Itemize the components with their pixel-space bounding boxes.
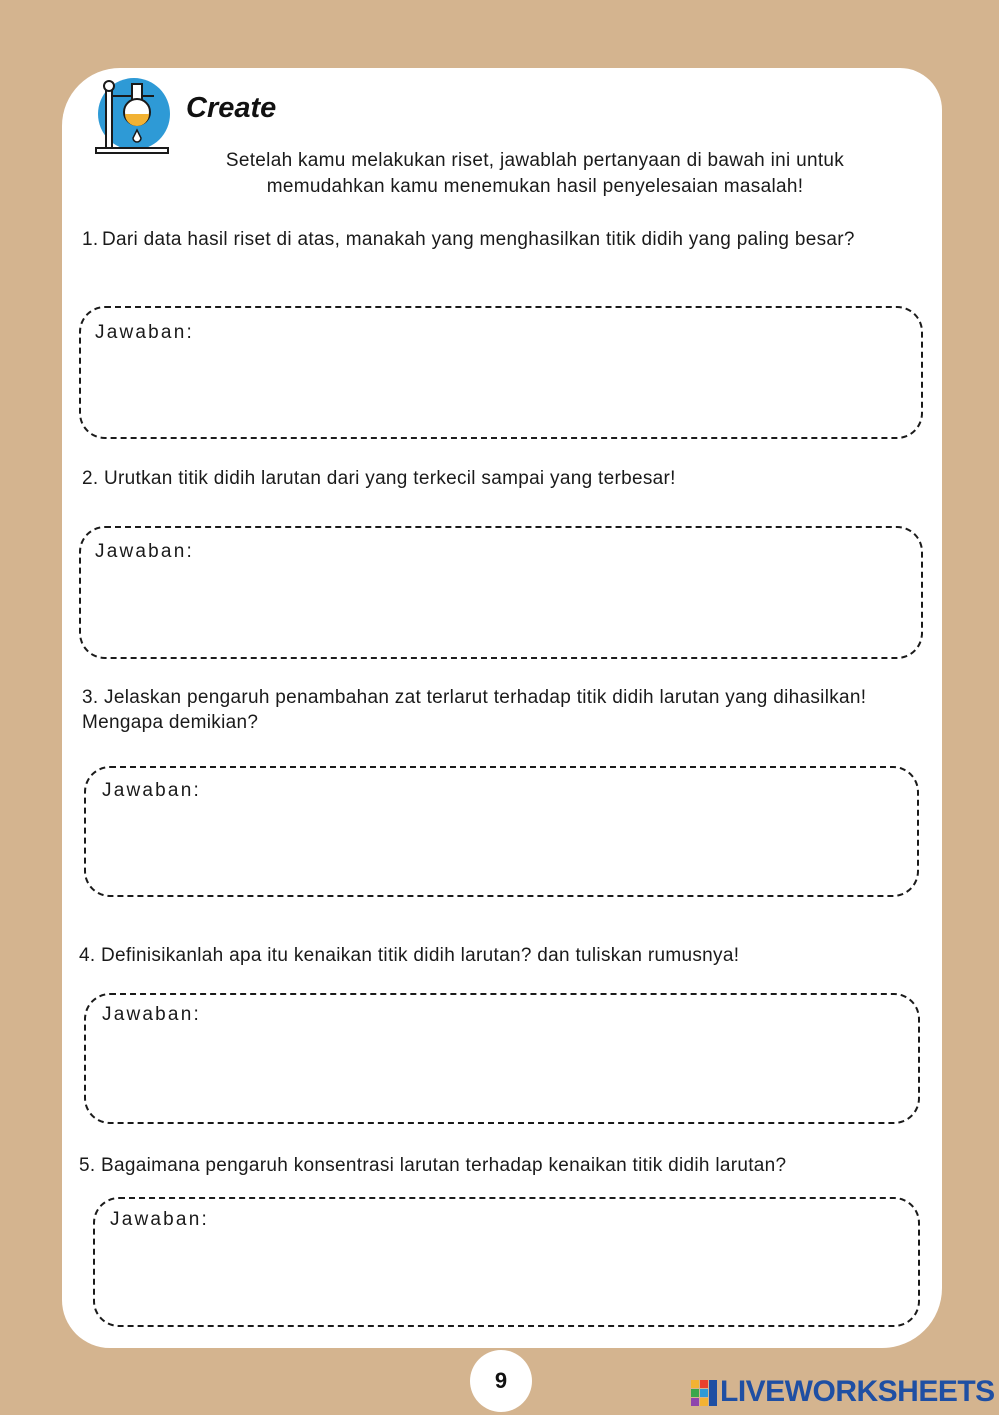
- question-1: [82, 227, 892, 252]
- answer-box-2[interactable]: [79, 526, 923, 659]
- lab-flask-stand-icon: [92, 76, 172, 156]
- answer-label: Jawaban:: [110, 1209, 209, 1230]
- section-title: Create: [186, 92, 277, 124]
- question-5: 5. Bagaimana pengaruh konsentrasi larutan terhadap kenaikan titik didih larutan?: [79, 1155, 787, 1176]
- question-number: 1.: [82, 229, 99, 250]
- answer-box-1[interactable]: [79, 306, 923, 439]
- answer-box-3[interactable]: [84, 766, 919, 897]
- page-number: 9: [470, 1350, 532, 1412]
- liveworksheets-logo-icon: [690, 1377, 718, 1407]
- question-3: 3. Jelaskan pengaruh penambahan zat terlarut terhadap titik didih larutan yang dihasilkan! Mengapa demikian?: [82, 687, 867, 733]
- question-4: 4. Definisikanlah apa itu kenaikan titik didih larutan? dan tuliskan rumusnya!: [79, 945, 740, 966]
- question-2: 2. Urutkan titik didih larutan dari yang terkecil sampai yang terbesar!: [82, 468, 676, 489]
- answer-label: Jawaban:: [95, 322, 194, 343]
- answer-label: Jawaban:: [102, 780, 201, 801]
- question-text: Dari data hasil riset di atas, manakah yang menghasilkan titik didih yang paling besar?: [102, 229, 855, 250]
- answer-box-5[interactable]: [93, 1197, 920, 1327]
- brand-logo[interactable]: [690, 1372, 995, 1412]
- answer-box-4[interactable]: [84, 993, 920, 1124]
- instructions-text: Setelah kamu melakukan riset, jawablah pertanyaan di bawah ini untuk memudahkan kamu menemukan hasil penyelesaian masalah!: [225, 150, 845, 197]
- answer-label: Jawaban:: [95, 541, 194, 562]
- answer-label: Jawaban:: [102, 1004, 201, 1025]
- brand-name: LIVEWORKSHEETS: [720, 1375, 995, 1408]
